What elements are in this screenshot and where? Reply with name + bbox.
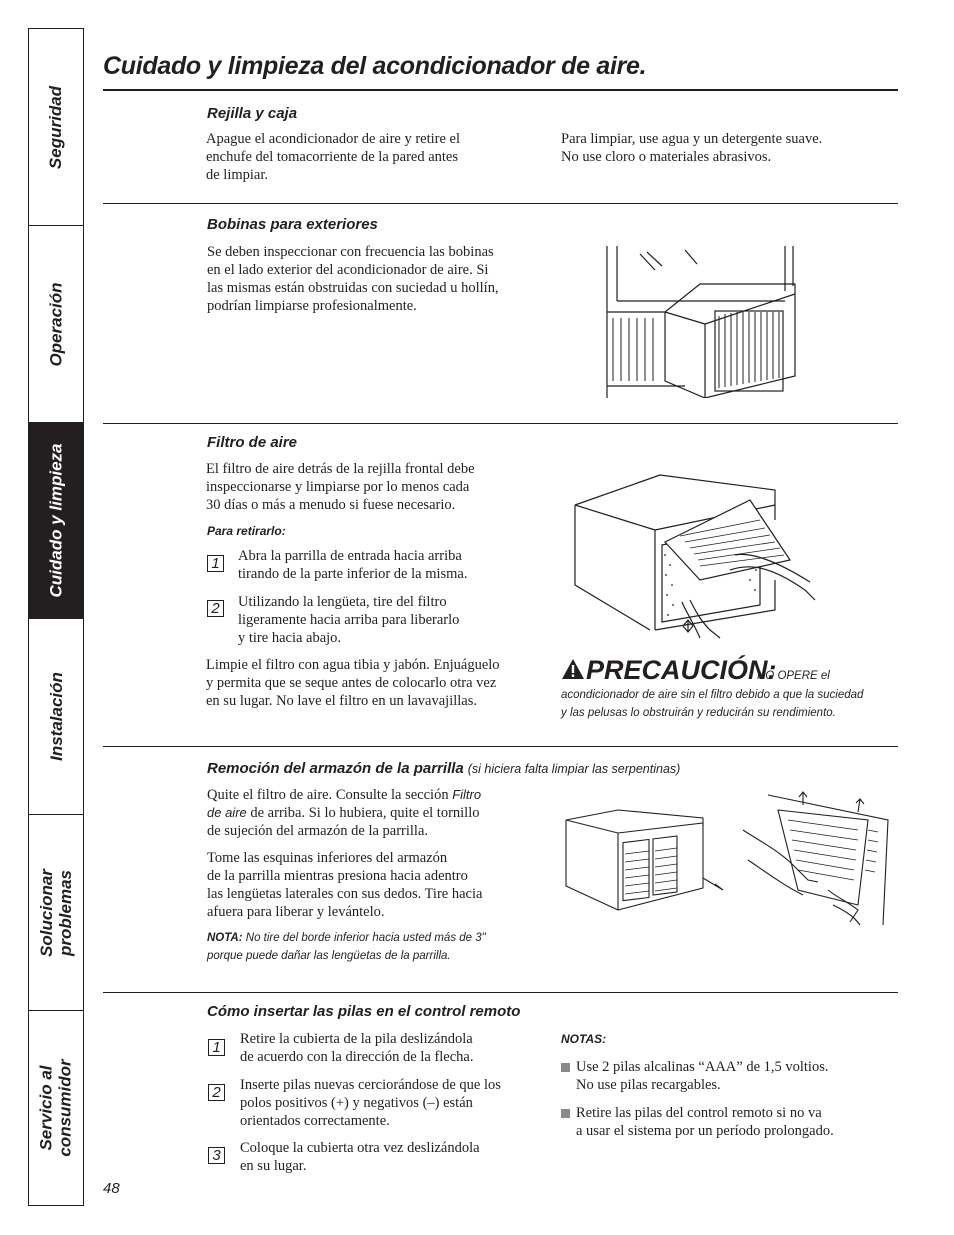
note-item: Use 2 pilas alcalinas “AAA” de 1,5 voltios. No use pilas recargables. xyxy=(576,1059,829,1093)
tab-label: Servicio al consumidor xyxy=(37,1059,76,1157)
rejilla-col2: Para limpiar, use agua y un detergente suave. No use cloro o materiales abrasivos. xyxy=(561,131,823,165)
tab-label: Instalación xyxy=(46,672,66,761)
warning-icon xyxy=(561,658,585,680)
pilas-step1: Retire la cubierta de la pila deslizándola de acuerdo con la dirección de la flecha. xyxy=(240,1031,474,1065)
section-divider xyxy=(103,203,898,204)
tab-label: Cuidado y limpieza xyxy=(46,443,66,598)
tab-solucionar-problemas[interactable] xyxy=(29,815,83,1011)
step-number: 2 xyxy=(208,1084,225,1101)
section-heading-filtro: Filtro de aire xyxy=(207,434,298,451)
caution-text: acondicionador de aire sin el filtro debido a que la suciedad y las pelusas lo obstruirán y reducirán su rendimiento. xyxy=(561,689,864,719)
rejilla-col1: Apague el acondicionador de aire y retire el enchufe del tomacorriente de la pared antes de limpiar. xyxy=(206,131,461,183)
tab-label: Operación xyxy=(46,281,66,367)
grille-screw-illustration xyxy=(563,808,727,913)
page-title: Cuidado y limpieza del acondicionador de aire. xyxy=(103,52,647,80)
tab-label: Seguridad xyxy=(46,85,66,169)
title-rule xyxy=(103,89,898,91)
filtro-step2: Utilizando la lengüeta, tire del filtro ligeramente hacia arriba para liberarlo y tire hacia abajo. xyxy=(238,594,460,646)
pilas-step3: Coloque la cubierta otra vez deslizándola en su lugar. xyxy=(240,1140,480,1174)
section-divider xyxy=(103,423,898,424)
caution-inline: NO OPERE el xyxy=(757,670,830,682)
remocion-p2: Tome las esquinas inferiores del armazón de la parrilla mientras presiona hacia adentro las lengüetas laterales con sus dedos. Tire hacia afuera para liberar y levántelo. xyxy=(207,850,483,920)
caution-title: PRECAUCIÓN: xyxy=(586,655,777,685)
tab-label: Solucionar problemas xyxy=(37,868,76,957)
bullet xyxy=(561,1109,570,1118)
bobinas-text: Se deben inspeccionar con frecuencia las bobinas en el lado exterior del acondicionador de aire. Si las mismas están obstruidas con suciedad u hollín, podrían limpiarse profesionalmente. xyxy=(207,244,499,314)
step-number: 1 xyxy=(207,555,224,572)
tab-cuidado-y-limpieza[interactable] xyxy=(29,423,83,619)
remocion-p1: Quite el filtro de aire. Consulte la sección Filtro de aire de arriba. Si lo hubiera, quite el tornillo de sujeción del armazón de la parrilla. xyxy=(207,787,482,839)
step-number: 3 xyxy=(208,1147,225,1164)
outdoor-coils-illustration xyxy=(605,246,805,398)
bullet xyxy=(561,1063,570,1072)
tab-seguridad[interactable] xyxy=(29,29,83,226)
notes-label: NOTAS: xyxy=(561,1032,607,1046)
section-heading-pilas: Cómo insertar las pilas en el control remoto xyxy=(207,1003,521,1020)
step-number: 1 xyxy=(208,1039,225,1056)
section-heading-bobinas: Bobinas para exteriores xyxy=(207,216,378,233)
filtro-after: Limpie el filtro con agua tibia y jabón. Enjuáguelo y permita que se seque antes de colocarlo otra vez en su lugar. No lave el filtro en un lavavajillas. xyxy=(206,657,500,709)
filtro-step1: Abra la parrilla de entrada hacia arriba tirando de la parte inferior de la misma. xyxy=(238,548,468,582)
section-divider xyxy=(103,992,898,993)
page-number: 48 xyxy=(103,1180,120,1197)
step-number: 2 xyxy=(207,600,224,617)
section-tabs xyxy=(28,28,84,1206)
section-heading-remocion: Remoción del armazón de la parrilla (si hiciera falta limpiar las serpentinas) xyxy=(207,760,681,777)
filtro-text: El filtro de aire detrás de la rejilla frontal debe inspeccionarse y limpiarse por lo menos cada 30 días o más a menudo si fuese necesario. xyxy=(206,461,475,513)
tab-servicio-al-consumidor[interactable] xyxy=(29,1011,83,1205)
filtro-subheading: Para retirarlo: xyxy=(207,524,286,538)
note-item: Retire las pilas del control remoto si no va a usar el sistema por un período prolongado. xyxy=(576,1105,834,1139)
section-divider xyxy=(103,746,898,747)
pilas-step2: Inserte pilas nuevas cerciorándose de que los polos positivos (+) y negativos (–) están orientados correctamente. xyxy=(240,1077,501,1129)
remocion-note: NOTA: No tire del borde inferior hacia usted más de 3" porque puede dañar las lengüetas de la parrilla. xyxy=(207,932,486,962)
grille-lift-illustration xyxy=(738,790,890,930)
section-heading-rejilla: Rejilla y caja xyxy=(207,105,298,122)
tab-instalacion[interactable] xyxy=(29,619,83,815)
air-filter-removal-illustration xyxy=(570,470,832,640)
tab-operacion[interactable] xyxy=(29,226,83,423)
